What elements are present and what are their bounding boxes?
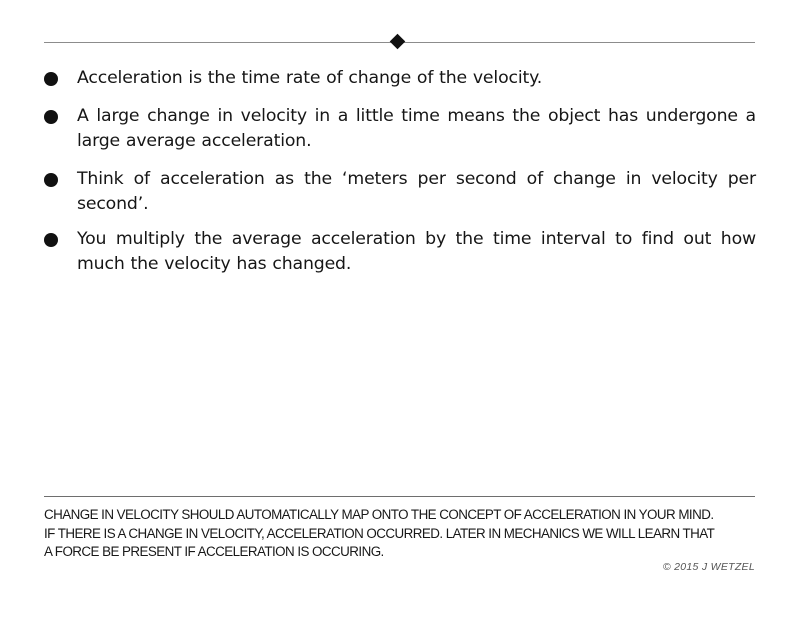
bullet-text: You multiply the average acceleration by the time interval to find out how much the velocity has changed.	[77, 229, 756, 274]
footer-note	[44, 506, 756, 562]
footer-line: IF THERE IS A CHANGE IN VELOCITY, ACCELERATION OCCURRED. LATER IN MECHANICS WE WILL LEARN THAT	[44, 525, 715, 541]
bottom-divider-line	[44, 496, 755, 497]
bullet-dot-icon	[44, 72, 58, 86]
bullet-text: Think of acceleration as the ‘meters per second of change in velocity per second’.	[77, 169, 756, 214]
bullet-dot-icon	[44, 173, 58, 187]
copyright-notice: © 2015 J WETZEL	[662, 561, 755, 573]
bullet-dot-icon	[44, 110, 58, 124]
bullet-item	[44, 167, 756, 217]
footer-line: CHANGE IN VELOCITY SHOULD AUTOMATICALLY MAP ONTO THE CONCEPT OF ACCELERATION IN YOUR MIND.	[44, 507, 714, 522]
bullet-text: Acceleration is the time rate of change of the velocity.	[77, 68, 543, 88]
bullet-list	[44, 66, 756, 277]
bullet-text: A large change in velocity in a little time means the object has undergone a large average acceleration.	[77, 106, 756, 151]
bullet-dot-icon	[44, 233, 58, 247]
bullet-item	[44, 66, 756, 91]
bullet-item	[44, 227, 756, 277]
bullet-item	[44, 104, 756, 154]
diamond-icon	[390, 34, 406, 50]
footer-line: A FORCE BE PRESENT IF ACCELERATION IS OCCURING.	[44, 544, 384, 559]
